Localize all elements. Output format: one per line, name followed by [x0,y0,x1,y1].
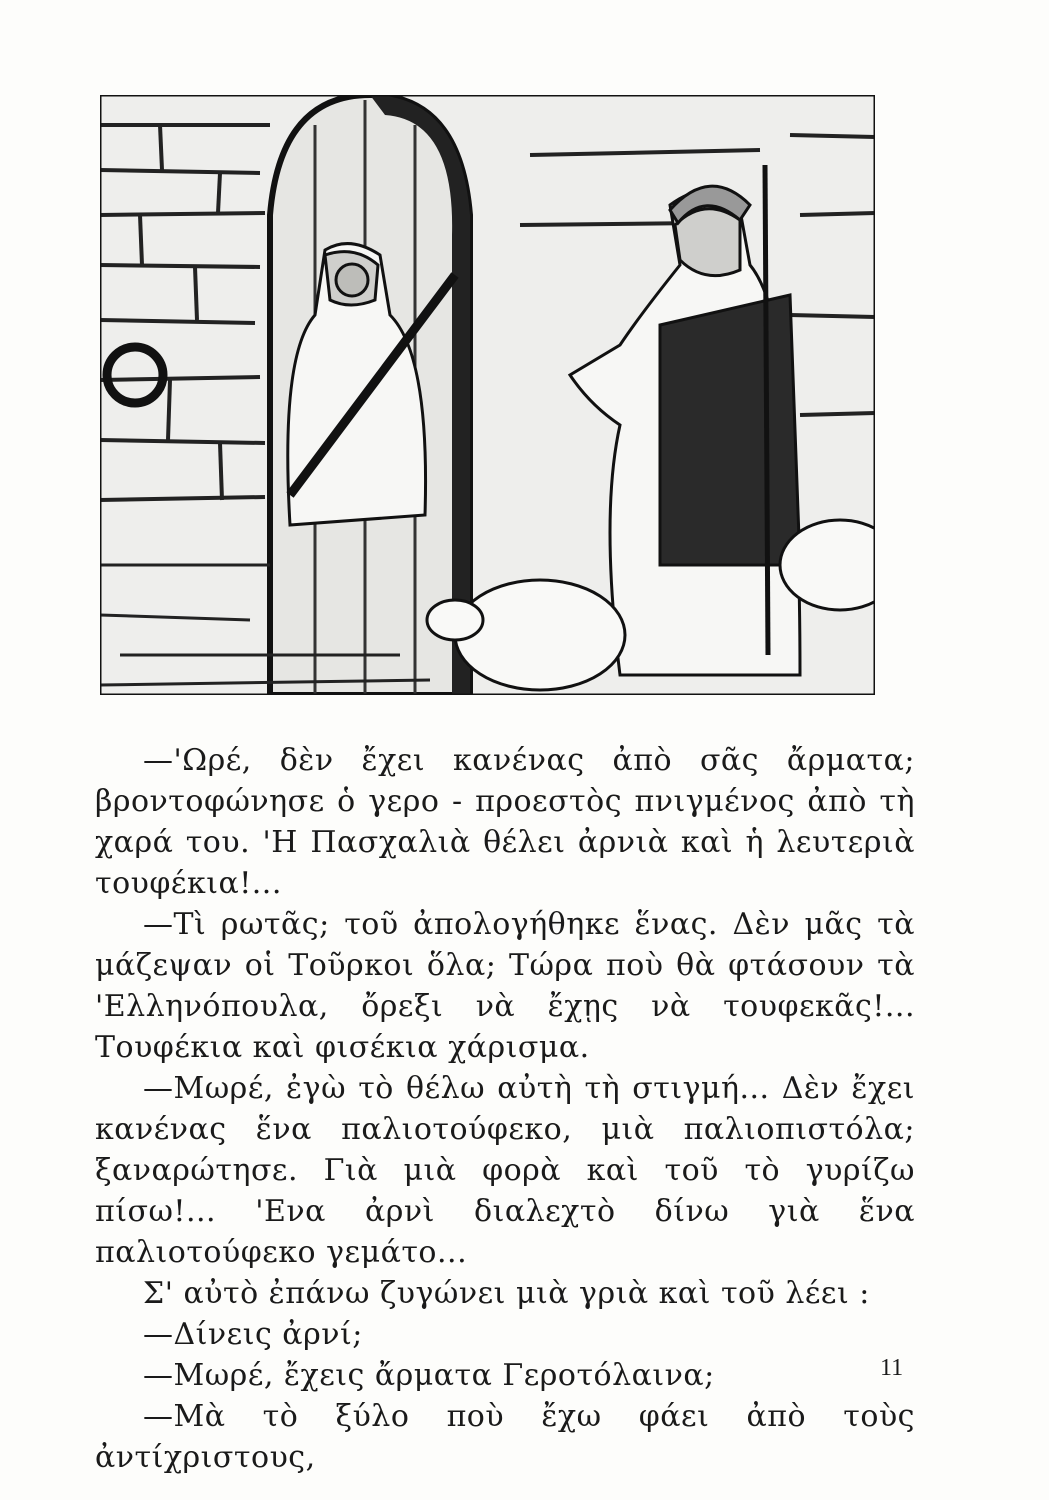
illustration-drawing [100,95,875,695]
paragraph-3: —Μωρέ, ἐγὼ τὸ θέλω αὐτὴ τὴ στιγμή... Δὲν ἔχει κανένας ἕνα παλιοτούφεκο, μιὰ παλιοπιστόλα; ξαναρώτησε. Γιὰ μιὰ φορὰ καὶ τοῦ τὸ γυρίζω πίσω!... 'Ενα ἀρνὶ διαλεχτὸ δίνω γιὰ ἕνα παλιοτούφεκο γεμάτο... [95,1071,915,1270]
staff [765,165,768,655]
paragraph-2: —Τὶ ρωτᾶς; τοῦ ἀπολογήθηκε ἕνας. Δὲν μᾶς τὰ μάζεψαν οἱ Τοῦρκοι ὅλα; Τώρα ποὺ θὰ φτάσουν τὰ 'Ελληνόπουλα, ὄρεξι νὰ ἔχῃς νὰ τουφεκᾶς!... Τουφέκια καὶ φισέκια χάρισμα. [95,907,915,1065]
illustration [100,95,875,695]
paragraph-5: —Δίνεις ἀρνί; [143,1317,363,1352]
body-text [95,740,915,1478]
page-number: 11 [880,1355,904,1381]
paragraph-4: Σ' αὐτὸ ἐπάνω ζυγώνει μιὰ γριὰ καὶ τοῦ λέει : [143,1276,870,1311]
paragraph-1: —'Ωρέ, δὲν ἔχει κανένας ἀπὸ σᾶς ἄρματα; βροντοφώνησε ὁ γερο - προεστὸς πνιγμένος ἀπὸ τὴ χαρά του. 'Η Πασχαλιὰ θέλει ἀρνιὰ καὶ ἡ λευτεριὰ τουφέκια!... [95,743,915,901]
paragraph-6: —Μωρέ, ἔχεις ἄρματα Γεροτόλαινα; [143,1358,715,1393]
paragraph-7: —Μὰ τὸ ξύλο ποὺ ἔχω φάει ἀπὸ τοὺς ἀντίχριστους, [95,1399,915,1475]
